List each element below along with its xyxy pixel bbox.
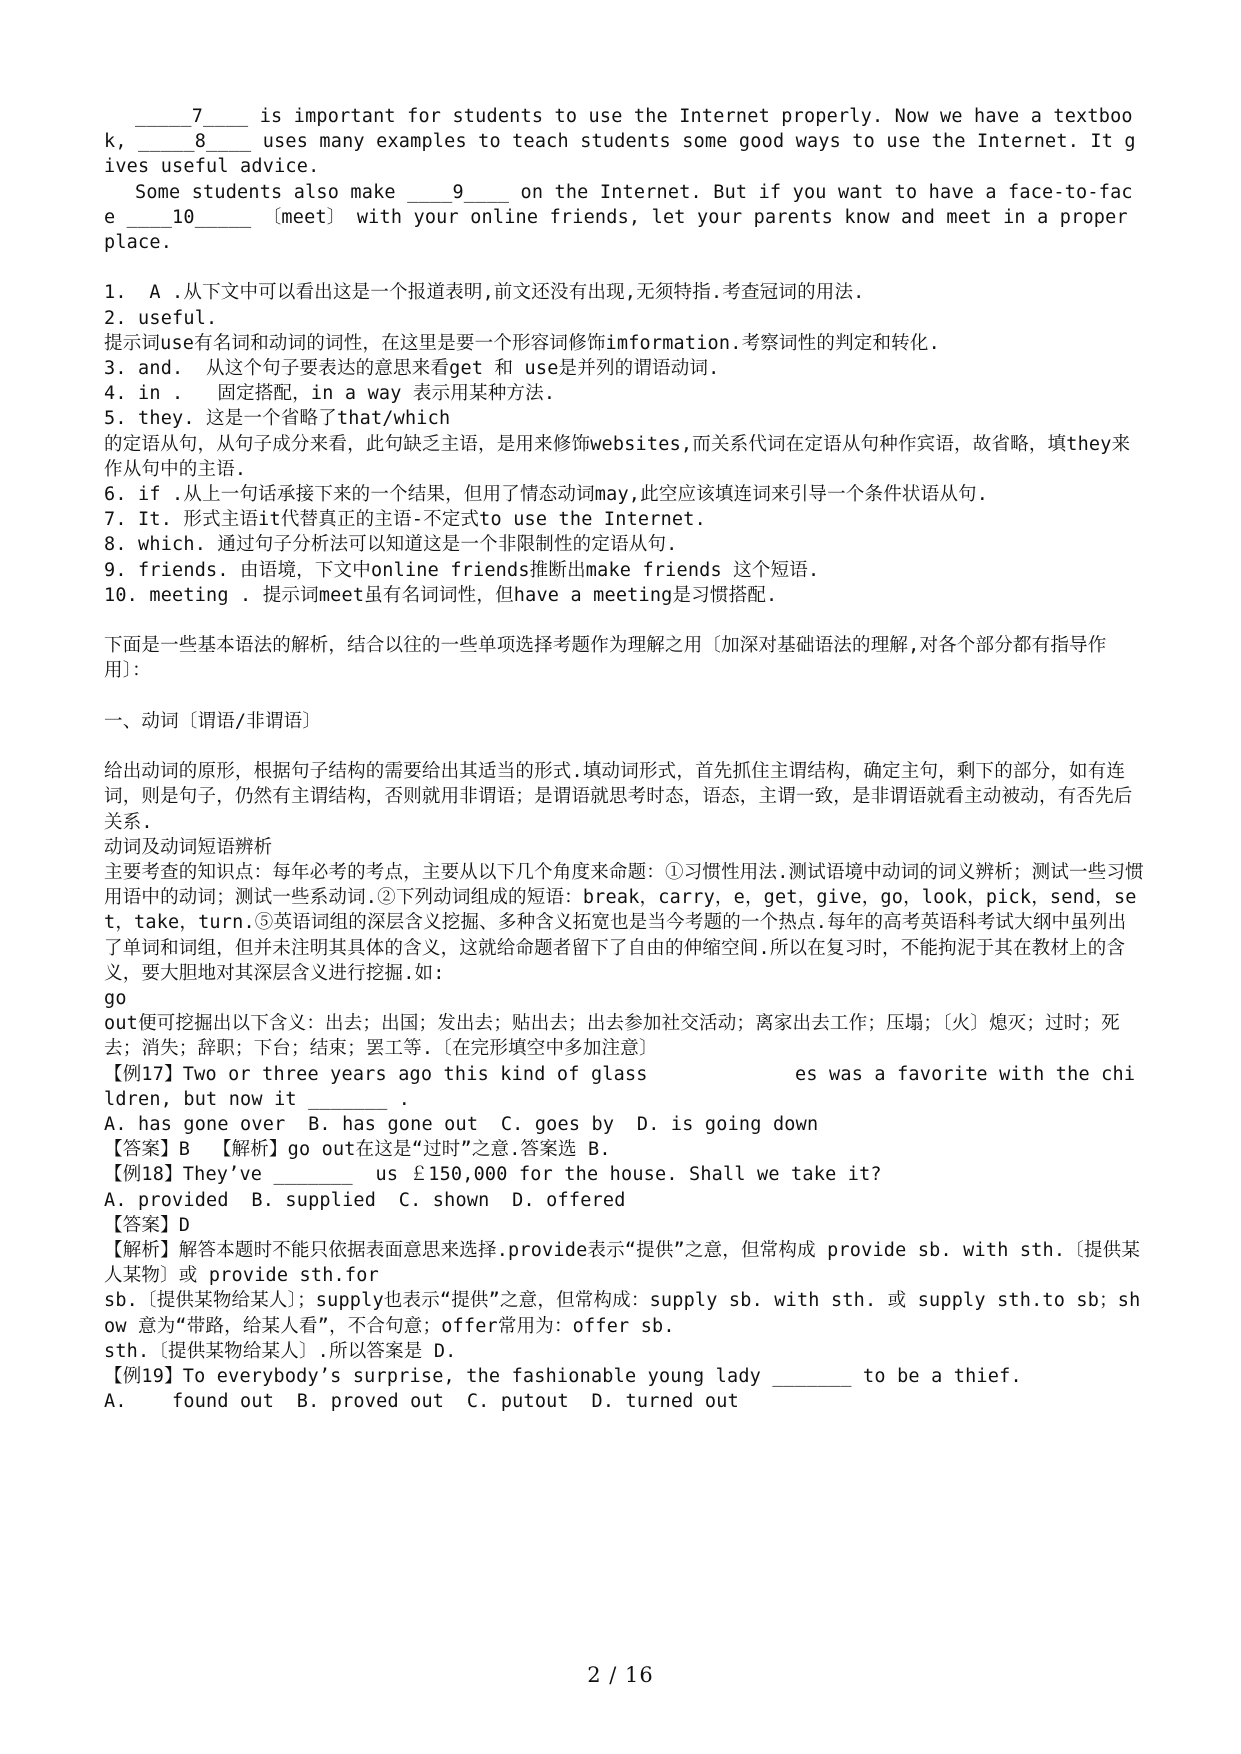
subsection-body: 主要考查的知识点：每年必考的考点，主要从以下几个角度来命题：①习惯性用法.测试语境中动词的词义辨析；测试一些习惯用语中的动词；测试一些系动词.②下列动词组成的短语：break，carry，e，get，give，go，look，pick，send，set，take，turn.⑤英语词组的深层含义挖掘、多种含义拓宽也是当今考题的一个热点.每年的高考英语科考试大纲中虽列出了单词和词组，但并未注明其具体的含义，这就给命题者留下了自由的伸缩空间.所以在复习时，不能拘泥于其在教材上的含义，要大胆地对其深层含义进行挖掘.如: bbox=[104, 862, 1144, 984]
section-title: 一、动词〔谓语/非谓语〕 bbox=[104, 710, 322, 732]
grammar-intro: 下面是一些基本语法的解析，结合以往的一些单项选择考题作为理解之用〔加深对基础语法的理解,对各个部分都有指导作用〕： bbox=[104, 635, 1107, 682]
example-options: A. found out B. proved out C. putout D. turned out bbox=[104, 1391, 739, 1413]
example-options: A. has gone over B. has gone out C. goes by D. is going down bbox=[104, 1114, 819, 1136]
subsection-title: 动词及动词短语辨析 bbox=[104, 836, 273, 858]
answer-line: 7. It. 形式主语it代替真正的主语-不定式to use the Internet. bbox=[104, 509, 706, 531]
answer-line: 5. they. 这是一个省略了that/which bbox=[104, 408, 451, 430]
answer-line: 8. which. 通过句子分析法可以知道这是一个非限制性的定语从句. bbox=[104, 534, 678, 556]
example-answer: 【答案】B 【解析】go out在这是“过时”之意.答案选 B. bbox=[104, 1139, 611, 1161]
answer-line: 的定语从句，从句子成分来看，此句缺乏主语，是用来修饰websites,而关系代词在定语从句种作宾语，故省略，填they来作从句中的主语. bbox=[104, 433, 1131, 480]
answer-line: 1. A .从下文中可以看出这是一个报道表明,前文还没有出现,无须特指.考查冠词的用法. bbox=[104, 282, 865, 304]
answer-line: 3. and. 从这个句子要表达的意思来看get 和 use是并列的谓语动词. bbox=[104, 358, 720, 380]
page-number: 2 / 16 bbox=[587, 1663, 654, 1687]
example-17 bbox=[104, 1062, 1144, 1163]
example-question: 【例18】They’ve _______ us ￡150,000 for the house. Shall we take it? bbox=[104, 1164, 882, 1186]
example-19 bbox=[104, 1364, 1144, 1414]
subsection-body: out便可挖掘出以下含义：出去；出国；发出去；贴出去；出去参加社交活动；离家出去工作；压塌；〔火〕熄灭；过时；死去；消失；辞职；下台；结束；罢工等.〔在完形填空中多加注意〕 bbox=[104, 1013, 1120, 1060]
answer-line: 提示词use有名词和动词的词性，在这里是要一个形容词修饰imformation.考察词性的判定和转化. bbox=[104, 332, 940, 354]
example-answer: 【答案】D bbox=[104, 1214, 191, 1236]
example-options: A. provided B. supplied C. shown D. offered bbox=[104, 1189, 626, 1211]
passage-paragraph-1: _____7____ is important for students to use the Internet properly. Now we have a textbook, _____8____ uses many examples to teach students some good ways to use the Internet. It gives useful advice. bbox=[104, 106, 1136, 178]
answer-line: 9. friends. 由语境，下文中online friends推断出make friends 这个短语. bbox=[104, 559, 820, 581]
example-question: 【例19】To everybody’s surprise, the fashionable young lady _______ to be a thief. bbox=[104, 1366, 1022, 1388]
example-question: 【例17】Two or three years ago this kind of glass es was a favorite with the children, but now it _______ . bbox=[104, 1063, 1136, 1110]
subsection-body: go bbox=[104, 988, 127, 1010]
answer-line: 10. meeting . 提示词meet虽有名词词性，但have a meeting是习惯搭配. bbox=[104, 584, 778, 606]
passage-paragraph-2: Some students also make ____9____ on the Internet. But if you want to have a face-to-face ____10_____ 〔meet〕 with your online friends, let your parents know and meet in a proper place. bbox=[104, 181, 1140, 254]
answer-line: 4. in . 固定搭配，in a way 表示用某种方法. bbox=[104, 383, 556, 405]
example-18 bbox=[104, 1162, 1144, 1364]
section-body: 给出动词的原形，根据句子结构的需要给出其适当的形式.填动词形式，首先抓住主谓结构，确定主句，剩下的部分，如有连词，则是句子，仍然有主谓结构，否则就用非谓语；是谓语就思考时态，语态，主谓一致，是非谓语就看主动被动，有否先后关系. bbox=[104, 761, 1133, 833]
answer-key bbox=[104, 280, 1144, 608]
example-explanation: 【解析】解答本题时不能只依据表面意思来选择.provide表示“提供”之意，但常构成 provide sb. with sth.〔提供某人某物〕或 provide sth.for bbox=[104, 1240, 1141, 1287]
document-body bbox=[104, 104, 1144, 1415]
answer-line: 2. useful. bbox=[104, 307, 218, 329]
answer-line: 6. if .从上一句话承接下来的一个结果，但用了情态动词may,此空应该填连词来引导一个条件状语从句. bbox=[104, 484, 989, 506]
example-explanation: sth.〔提供某物给某人〕.所以答案是 D. bbox=[104, 1340, 457, 1362]
example-explanation: sb.〔提供某物给某人〕；supply也表示“提供”之意，但常构成：supply sb. with sth. 或 supply sth.to sb；show 意为“带路，给某人看”，不合句意；offer常用为：offer sb. bbox=[104, 1290, 1141, 1337]
